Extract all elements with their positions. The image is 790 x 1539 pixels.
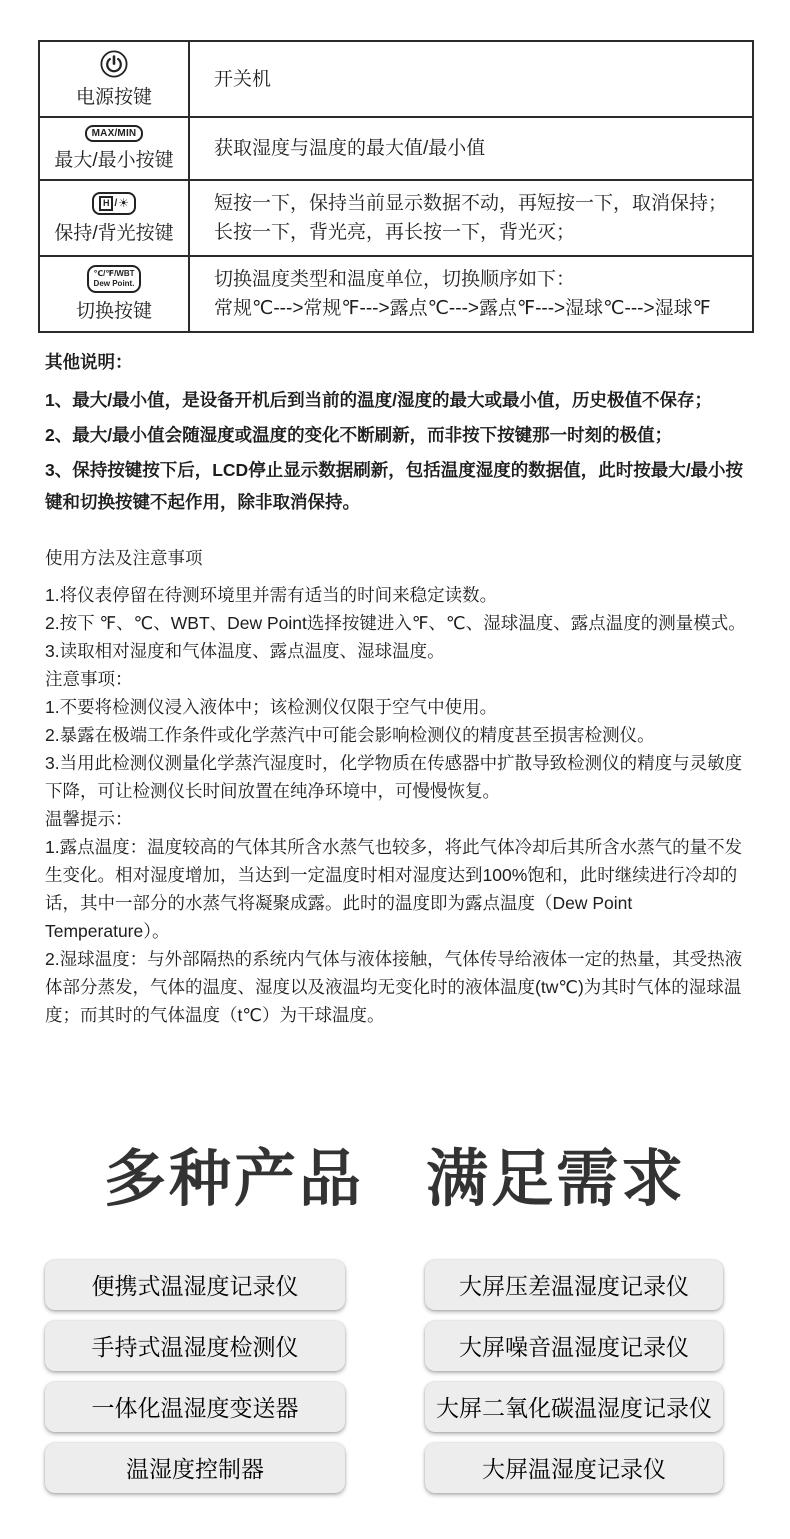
key-description-line2: 长按一下，背光亮，再长按一下，背光灭； <box>214 222 576 243</box>
power-icon <box>99 49 129 79</box>
backlight-bulb-icon: ☀ <box>118 196 130 210</box>
hold-letter: H <box>99 196 114 211</box>
key-cell-switch <box>40 257 190 331</box>
key-label: 最大/最小按键 <box>54 150 174 171</box>
key-label: 电源按键 <box>75 87 152 108</box>
usage-item: 3.读取相对湿度和气体温度、露点温度、湿球温度。 <box>45 641 445 661</box>
heading-right: 满足需求 <box>426 1145 687 1214</box>
key-description-line1: 短按一下，保持当前显示数据不动，再短按一下，取消保持； <box>214 193 728 214</box>
hold-backlight-icon <box>92 192 136 215</box>
key-cell-hold <box>40 181 190 255</box>
product-button-handheld-detector[interactable]: 手持式温湿度检测仪 <box>45 1321 345 1371</box>
key-label: 保持/背光按键 <box>54 222 174 244</box>
table-row-switch <box>40 257 752 331</box>
key-description-line2: 常规℃--->常规℉--->露点℃--->露点℉--->湿球℃--->湿球℉ <box>214 298 711 319</box>
product-button-controller[interactable]: 温湿度控制器 <box>45 1443 345 1493</box>
notice-item: 3.当用此检测仪测量化学蒸汽湿度时，化学物质在传感器中扩散导致检测仪的精度与灵敏度下降，可让检测仪长时间放置在纯净环境中，可慢慢恢复。 <box>45 753 743 801</box>
product-button-pressure-logger[interactable]: 大屏压差温湿度记录仪 <box>425 1260 723 1310</box>
table-row-hold-backlight <box>40 181 752 257</box>
product-button-portable-logger[interactable]: 便携式温湿度记录仪 <box>45 1260 345 1310</box>
usage-item: 1.将仪表停留在待测环境里并需有适当的时间来稳定读数。 <box>45 585 498 605</box>
product-button-noise-logger[interactable]: 大屏噪音温湿度记录仪 <box>425 1321 723 1371</box>
other-note-item: 2、最大/最小值会随湿度或温度的变化不断刷新，而非按下按键那一时刻的极值； <box>45 425 673 445</box>
desc-cell <box>190 42 752 116</box>
tips-title: 温馨提示： <box>45 809 133 829</box>
button-function-table <box>38 40 754 333</box>
key-label: 切换按键 <box>75 301 152 322</box>
other-note-item: 3、保持按键按下后，LCD停止显示数据刷新，包括温度湿度的数据值，此时按最大/最小按键和切换按键不起作用，除非取消保持。 <box>45 460 744 512</box>
notice-item: 1.不要将检测仪浸入液体中；该检测仪仅限于空气中使用。 <box>45 697 498 717</box>
slash: / <box>114 197 118 209</box>
max-min-icon: MAX/MIN <box>85 125 144 142</box>
key-description: 开关机 <box>214 68 272 90</box>
unit-switch-line2: Dew Point. <box>93 279 135 288</box>
unit-switch-icon <box>87 265 140 293</box>
product-button-grid <box>45 1260 790 1493</box>
key-description-line1: 切换温度类型和温度单位，切换顺序如下： <box>214 269 576 290</box>
table-row-maxmin <box>40 118 752 181</box>
desc-cell <box>190 257 752 331</box>
desc-cell <box>190 181 752 255</box>
product-button-co2-logger[interactable]: 大屏二氧化碳温湿度记录仪 <box>425 1382 723 1432</box>
key-cell-maxmin <box>40 118 190 179</box>
usage-section <box>45 544 752 1029</box>
table-row-power <box>40 42 752 118</box>
usage-item: 2.按下 ℉、℃、WBT、Dew Point选择按键进入℉、℃、湿球温度、露点温度的测量模式。 <box>45 613 746 633</box>
other-notes-section <box>45 346 752 518</box>
heading-left: 多种产品 <box>103 1145 364 1214</box>
product-button-integrated-transmitter[interactable]: 一体化温湿度变送器 <box>45 1382 345 1432</box>
desc-cell <box>190 118 752 179</box>
products-heading <box>0 1129 790 1218</box>
notice-item: 2.暴露在极端工作条件或化学蒸汽中可能会影响检测仪的精度甚至损害检测仪。 <box>45 725 655 745</box>
other-notes-title: 其他说明： <box>45 352 133 372</box>
key-cell-power <box>40 42 190 116</box>
other-note-item: 1、最大/最小值，是设备开机后到当前的温度/湿度的最大或最小值，历史极值不保存； <box>45 390 712 410</box>
tip-item: 2.湿球温度：与外部隔热的系统内气体与液体接触，气体传导给液体一定的热量，其受热液体部分蒸发，气体的温度、湿度以及液温均无变化时的液体温度(tw℃)为其时气体的湿球温度；而其时的气体温度（t℃）为干球温度。 <box>45 949 743 1025</box>
product-button-bigscreen-logger[interactable]: 大屏温湿度记录仪 <box>425 1443 723 1493</box>
tip-item: 1.露点温度：温度较高的气体其所含水蒸气也较多，将此气体冷却后其所含水蒸气的量不发生变化。相对湿度增加，当达到一定温度时相对湿度达到100%饱和，此时继续进行冷却的话，其中一部分的水蒸气将凝聚成露。此时的温度即为露点温度（Dew Point Temperature）。 <box>45 837 743 941</box>
unit-switch-line1: ℃/℉/WBT <box>93 269 135 278</box>
usage-title: 使用方法及注意事项 <box>45 548 203 568</box>
notice-title: 注意事项： <box>45 669 133 689</box>
key-description: 获取湿度与温度的最大值/最小值 <box>214 138 486 159</box>
